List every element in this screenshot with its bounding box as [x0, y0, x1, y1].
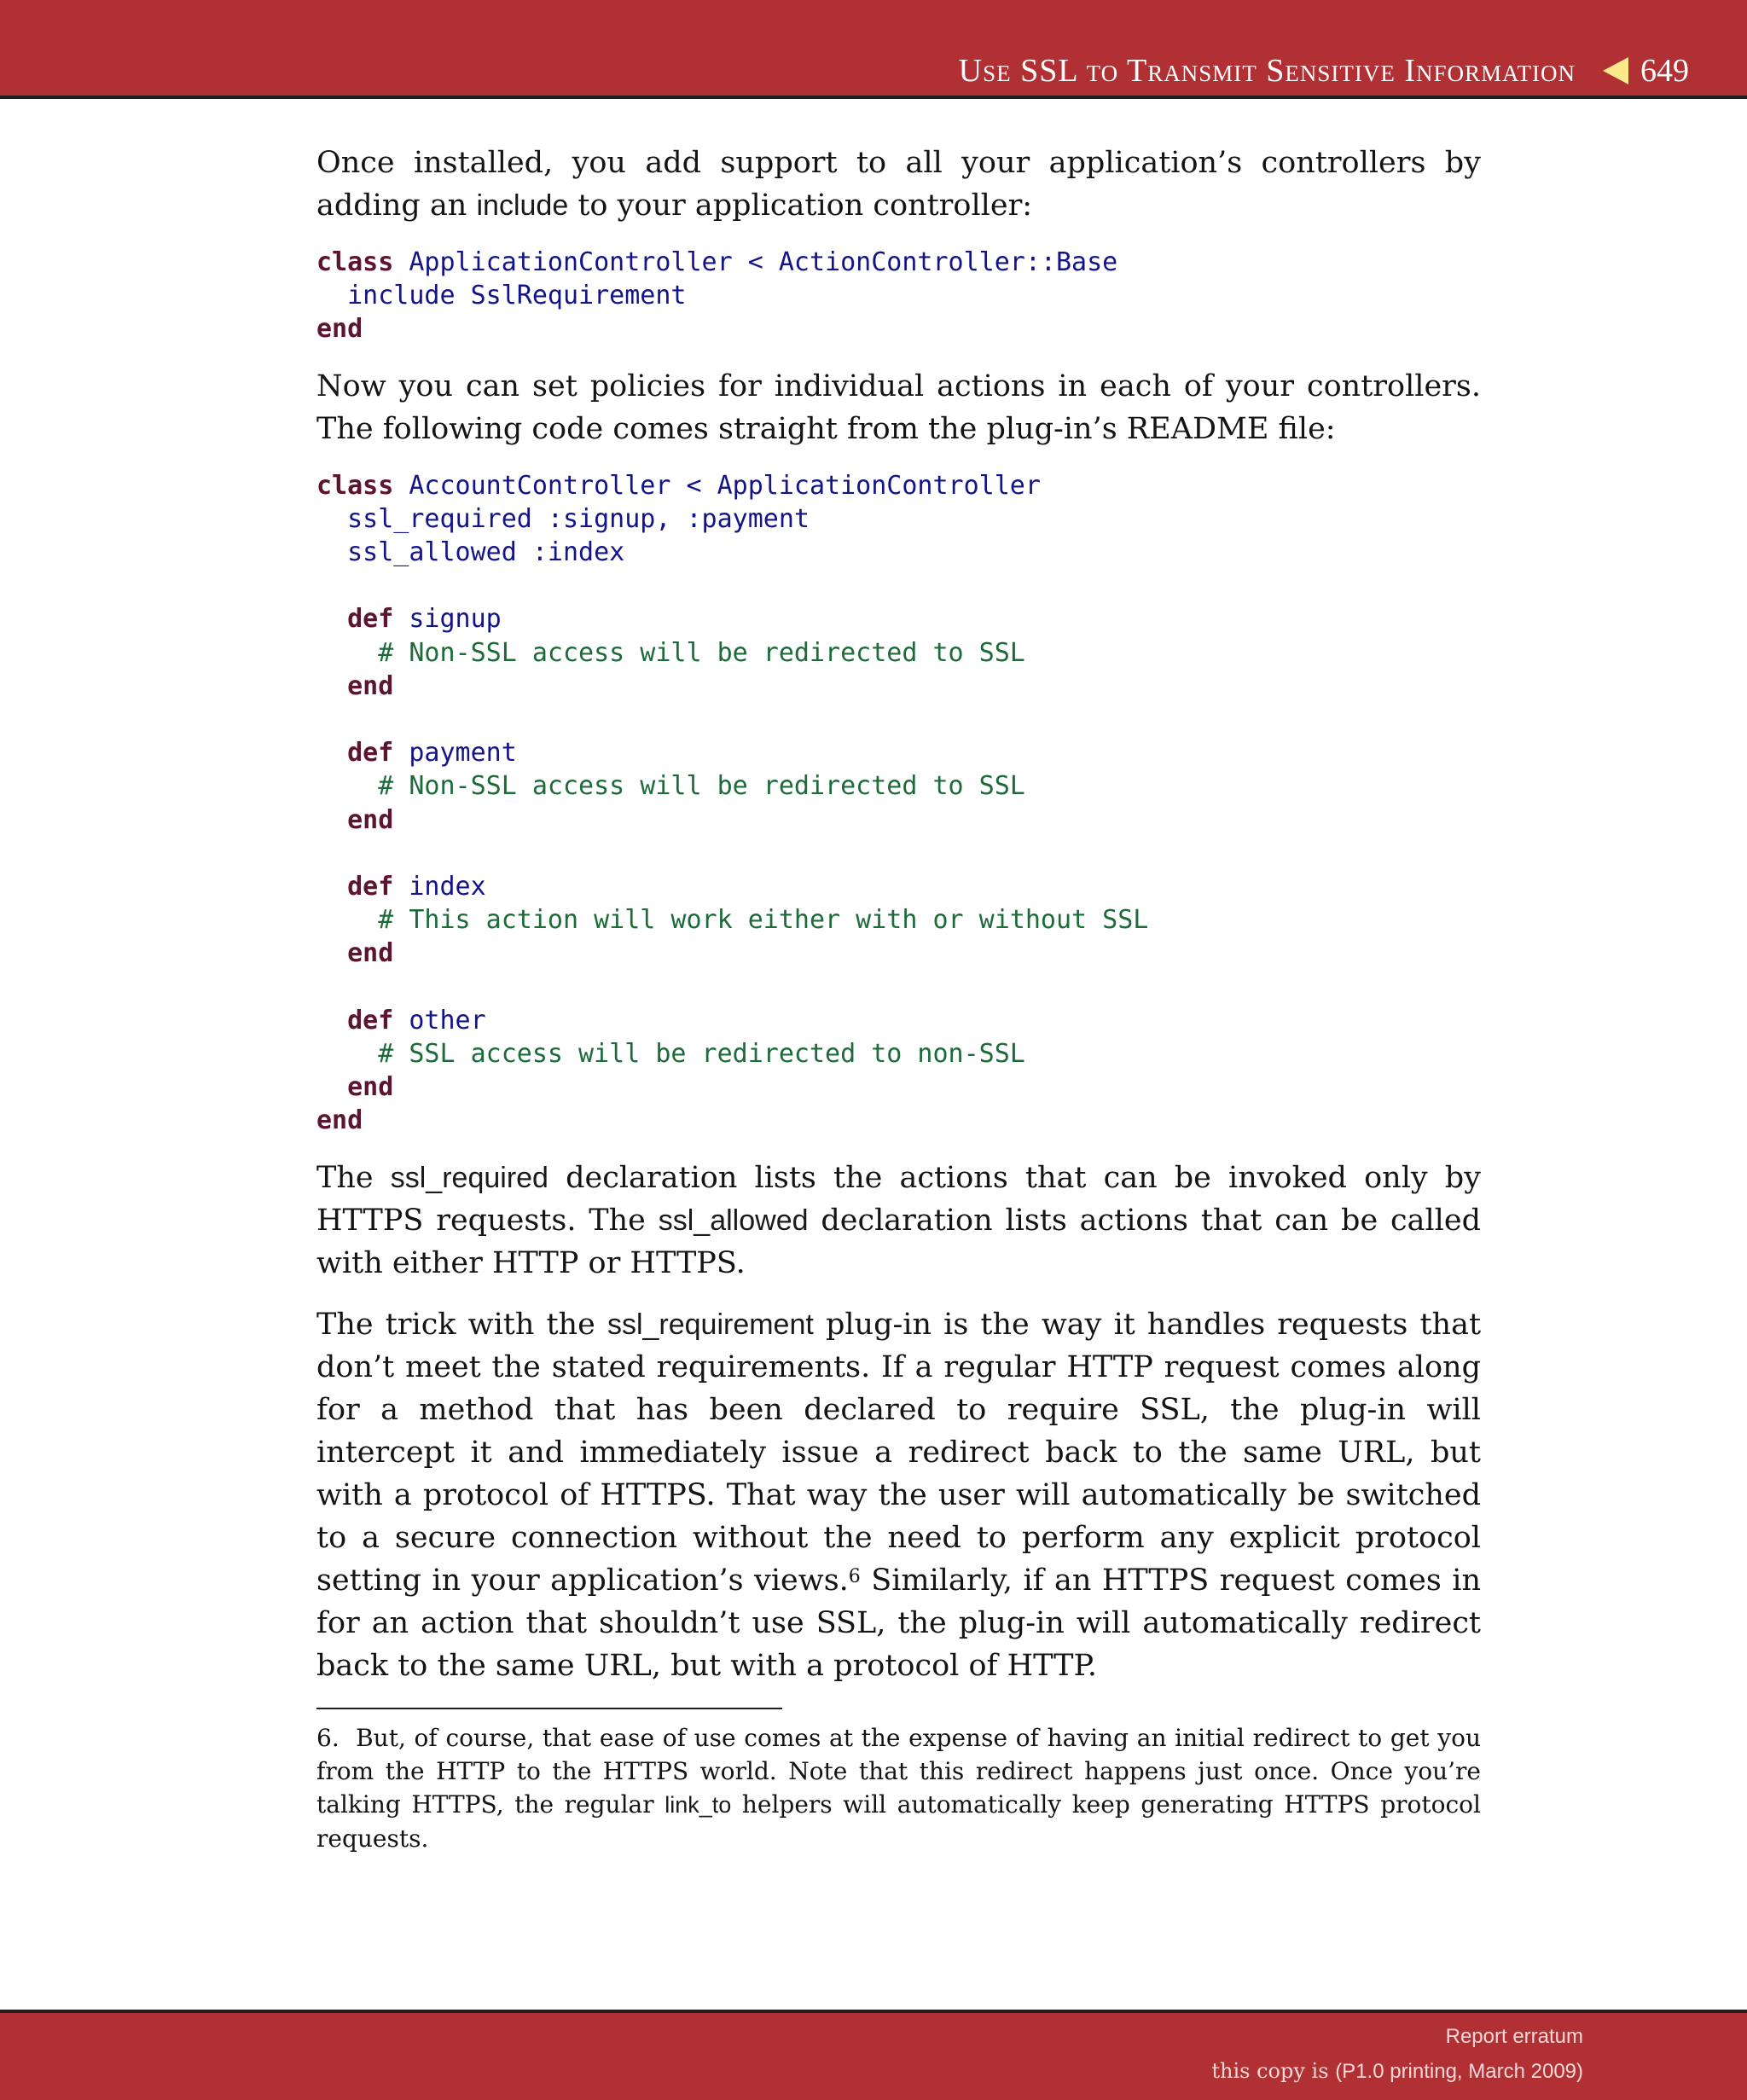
copy-prefix: this copy is — [1211, 2059, 1336, 2083]
page-header — [0, 0, 1747, 99]
paragraph-4 — [316, 1303, 1481, 1687]
text: plug-in is the way it handles requests that don’t meet the stated requirements. If a regular HTTP request comes along for a method that has been declared to require SSL, the plug-in will intercept it and immediately issue a redirect back to the same URL, but with a protocol of HTTPS. That way the user will automatically be switched to a secure connection without the need to perform any explicit protocol setting in your application’s views. — [316, 1307, 1482, 1598]
code-keyword: def — [347, 872, 394, 902]
code-keyword: end — [347, 670, 394, 701]
page-content — [316, 142, 1481, 1855]
inline-code: ssl_required — [390, 1161, 548, 1194]
code-keyword: end — [347, 1072, 394, 1103]
text: Once installed, you add support to all your application’s controllers by adding an — [316, 146, 1481, 223]
previous-page-arrow-icon[interactable] — [1603, 57, 1628, 84]
code-keyword: end — [347, 804, 394, 835]
text: helpers will automatically keep generating HTTPS protocol requests. — [316, 1790, 1481, 1853]
text: to your application controller: — [568, 189, 1033, 223]
text: The — [316, 1160, 391, 1195]
text: But, of course, that ease of use comes at the expense of having an initial redirect to get you from the HTTP to the HTTPS world. Note that this redirect happens just once. Once you’re talking HTTPS, the regular — [316, 1723, 1481, 1819]
printing-info: (P1.0 printing, March 2009) — [1335, 2060, 1583, 2083]
text: Similarly, if an HTTPS request comes in for an action that shouldn’t use SSL, the plug-in will automatically redirect back to the same URL, but with a protocol of HTTP. — [316, 1563, 1482, 1683]
text: declaration lists actions that can be called with either HTTP or HTTPS. — [316, 1203, 1481, 1280]
code-comment: # Non-SSL access will be redirected to SSL — [316, 771, 1025, 802]
inline-code: include — [476, 189, 569, 222]
method-name: payment — [393, 738, 517, 769]
inline-code: ssl_requirement — [607, 1308, 814, 1341]
code-text: AccountController < ApplicationController — [393, 470, 1041, 501]
code-text: ApplicationController < ActionController::Base — [393, 247, 1118, 277]
paragraph-3 — [316, 1157, 1481, 1285]
footnote — [316, 1721, 1481, 1855]
code-keyword: def — [347, 738, 394, 769]
paragraph-1 — [316, 142, 1481, 227]
method-name: index — [393, 872, 486, 902]
footnote-divider — [316, 1708, 782, 1709]
code-keyword: class — [316, 470, 394, 501]
code-keyword: end — [316, 1105, 363, 1136]
code-comment: # Non-SSL access will be redirected to SSL — [316, 637, 1025, 668]
running-title: Use SSL to Transmit Sensitive Information — [958, 53, 1576, 89]
code-keyword: end — [316, 314, 363, 345]
code-keyword: class — [316, 247, 394, 277]
code-keyword: end — [347, 938, 394, 969]
code-keyword: def — [347, 604, 394, 635]
inline-code: link_to — [665, 1791, 732, 1818]
inline-code: ssl_allowed — [658, 1204, 809, 1237]
code-block-account-controller — [316, 469, 1481, 1138]
method-name: other — [393, 1005, 486, 1035]
code-block-application-controller — [316, 246, 1481, 346]
header-nav — [959, 49, 1689, 92]
paragraph-2: Now you can set policies for individual actions in each of your controllers. The following code comes straight from the plug-in’s README file: — [316, 368, 1481, 446]
code-text: ssl_required :signup, :payment — [316, 503, 810, 534]
text: declaration lists the actions that can be invoked only by HTTPS requests. The — [316, 1160, 1481, 1238]
method-name: signup — [393, 604, 502, 635]
code-comment: # This action will work either with or without SSL — [316, 905, 1149, 936]
report-erratum-link[interactable]: Report erratum — [1445, 2025, 1583, 2048]
page-footer — [0, 2010, 1747, 2100]
printing-note — [1211, 2059, 1583, 2084]
code-text: include SslRequirement — [316, 281, 687, 311]
footnote-reference[interactable]: 6 — [848, 1565, 861, 1587]
page-number: 649 — [1640, 53, 1689, 89]
footnote-number: 6. — [316, 1723, 340, 1752]
code-keyword: def — [347, 1005, 394, 1035]
code-comment: # SSL access will be redirected to non-SSL — [316, 1039, 1025, 1070]
text: The trick with the — [316, 1307, 607, 1342]
code-text: ssl_allowed :index — [316, 537, 625, 568]
